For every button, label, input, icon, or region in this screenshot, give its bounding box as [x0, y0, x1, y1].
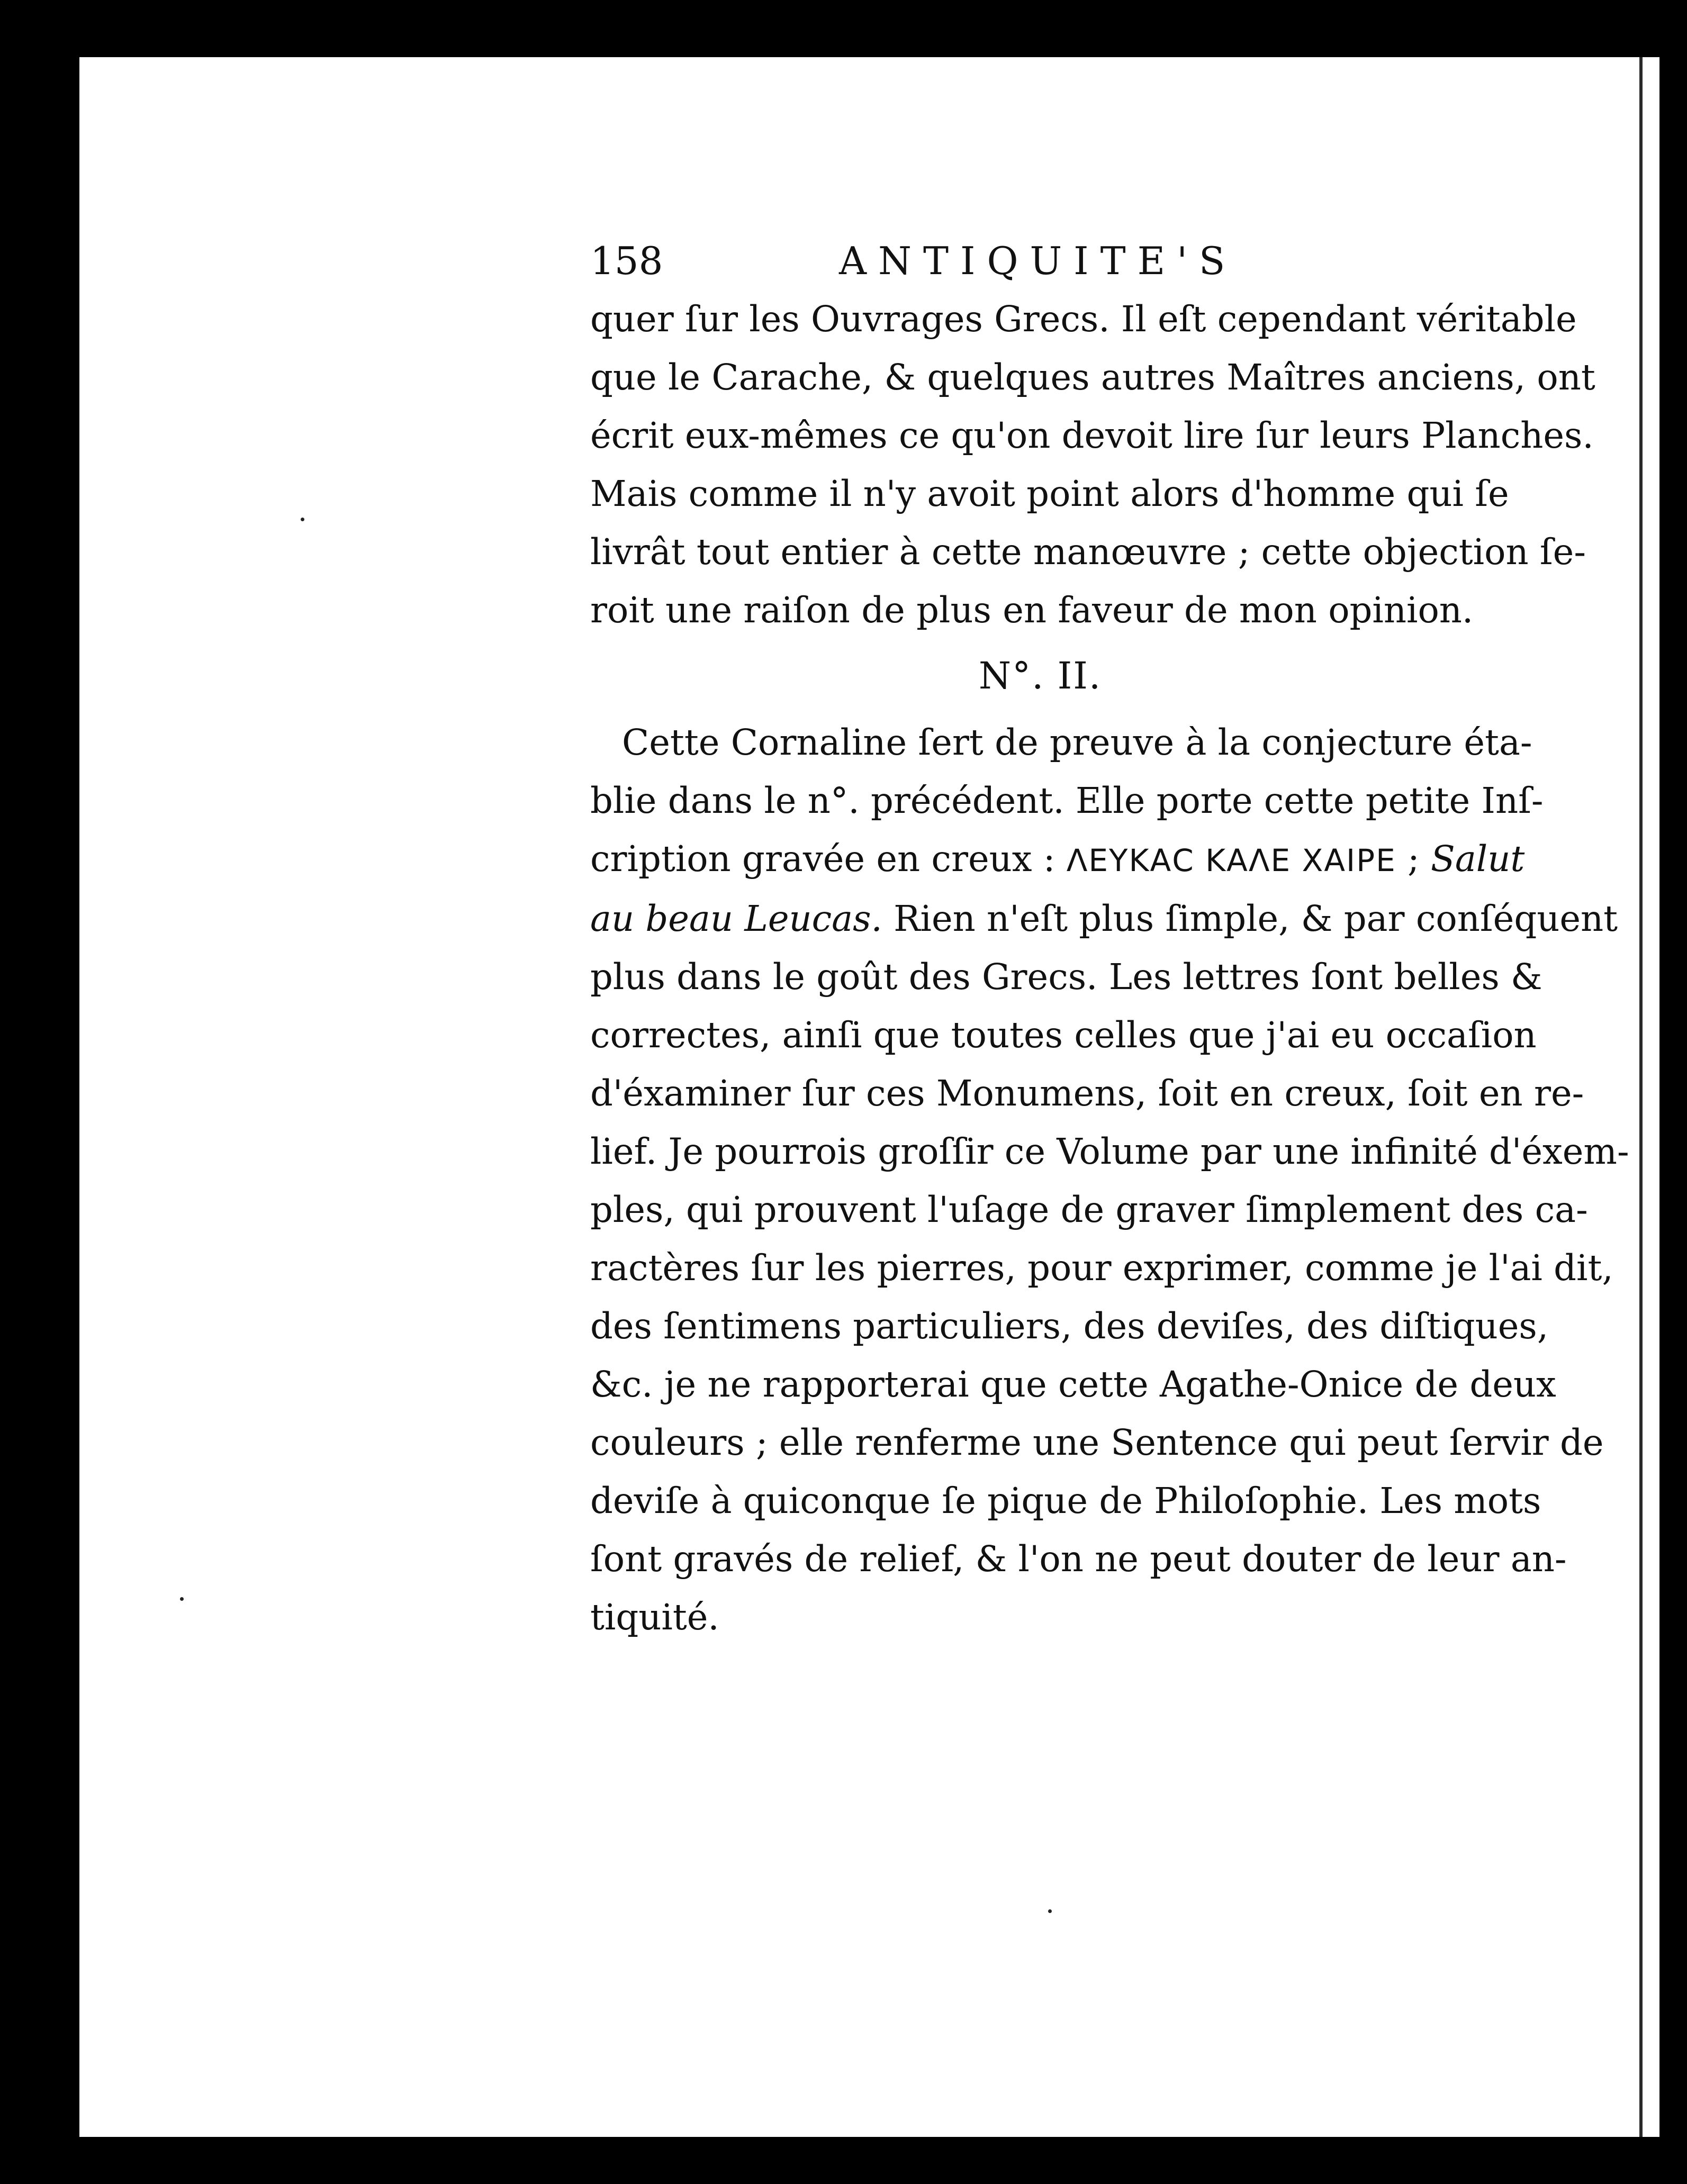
text-line: écrit eux-mêmes ce qu'on devoit lire ſur leurs Planches. — [590, 415, 1594, 456]
text-line: d'éxaminer ſur ces Monumens, ſoit en creux, ſoit en re- — [590, 1073, 1584, 1114]
text-segment: cription gravée en creux : — [590, 838, 1067, 880]
running-title: ANTIQUITE'S — [839, 239, 1237, 283]
text-line: quer ſur les Ouvrages Grecs. Il eſt cependant véritable — [590, 298, 1577, 340]
text-line: tiquité. — [590, 1597, 719, 1638]
italic-translation: au beau Leucas. — [590, 898, 882, 939]
page-header — [590, 232, 1490, 290]
text-line: ractères ſur les pierres, pour exprimer, comme je l'ai dit, — [590, 1247, 1613, 1289]
book-page — [79, 57, 1659, 2137]
text-segment: ; — [1396, 838, 1431, 880]
text-line: livrât tout entier à cette manœuvre ; cette objection ſe- — [590, 531, 1586, 573]
paragraph-main — [590, 713, 1629, 1646]
text-line: correctes, ainſi que toutes celles que j'ai eu occaſion — [590, 1014, 1537, 1056]
text-line: que le Carache, & quelques autres Maîtres anciens, ont — [590, 357, 1595, 398]
paragraph-continuation — [590, 290, 1595, 639]
section-heading: N°. II. — [978, 654, 1102, 697]
text-line-with-inscription — [590, 830, 1525, 890]
text-line: ples, qui prouvent l'uſage de graver ſimplement des ca- — [590, 1189, 1588, 1230]
italic-translation: Salut — [1430, 838, 1525, 880]
text-line-with-italic — [590, 890, 1618, 948]
text-line: des ſentimens particuliers, des deviſes, des diſtiques, — [590, 1306, 1549, 1347]
text-line: plus dans le goût des Grecs. Les lettres ſont belles & — [590, 956, 1542, 998]
page-number: 158 — [590, 239, 663, 283]
text-line: couleurs ; elle renferme une Sentence qui peut ſervir de — [590, 1422, 1604, 1463]
greek-inscription: ΛΕΥΚΑϹ ΚΑΛΕ ΧΑΙΡΕ — [1066, 842, 1396, 878]
speck — [301, 518, 304, 521]
text-line: blie dans le n°. précédent. Elle porte cette petite Inſ- — [590, 780, 1544, 821]
text-segment: Rien n'eſt plus ſimple, & par conſéquent — [882, 898, 1618, 939]
text-line: Mais comme il n'y avoit point alors d'homme qui ſe — [590, 473, 1509, 514]
text-line: roit une raiſon de plus en faveur de mon opinion. — [590, 590, 1474, 631]
text-line: lief. Je pourrois groſſir ce Volume par une infinité d'éxem- — [590, 1131, 1629, 1172]
text-column — [590, 232, 1629, 1646]
text-line: &c. je ne rapporterai que cette Agathe-Onice de deux — [590, 1364, 1556, 1405]
speck — [180, 1597, 184, 1601]
text-line: deviſe à quiconque ſe pique de Philoſophie. Les mots — [590, 1480, 1541, 1521]
speck — [1048, 1909, 1052, 1913]
text-line: Cette Cornaline ſert de preuve à la conjecture éta- — [622, 722, 1532, 763]
page-edge — [1639, 57, 1643, 2137]
text-line: ſont gravés de relief, & l'on ne peut douter de leur an- — [590, 1538, 1567, 1580]
